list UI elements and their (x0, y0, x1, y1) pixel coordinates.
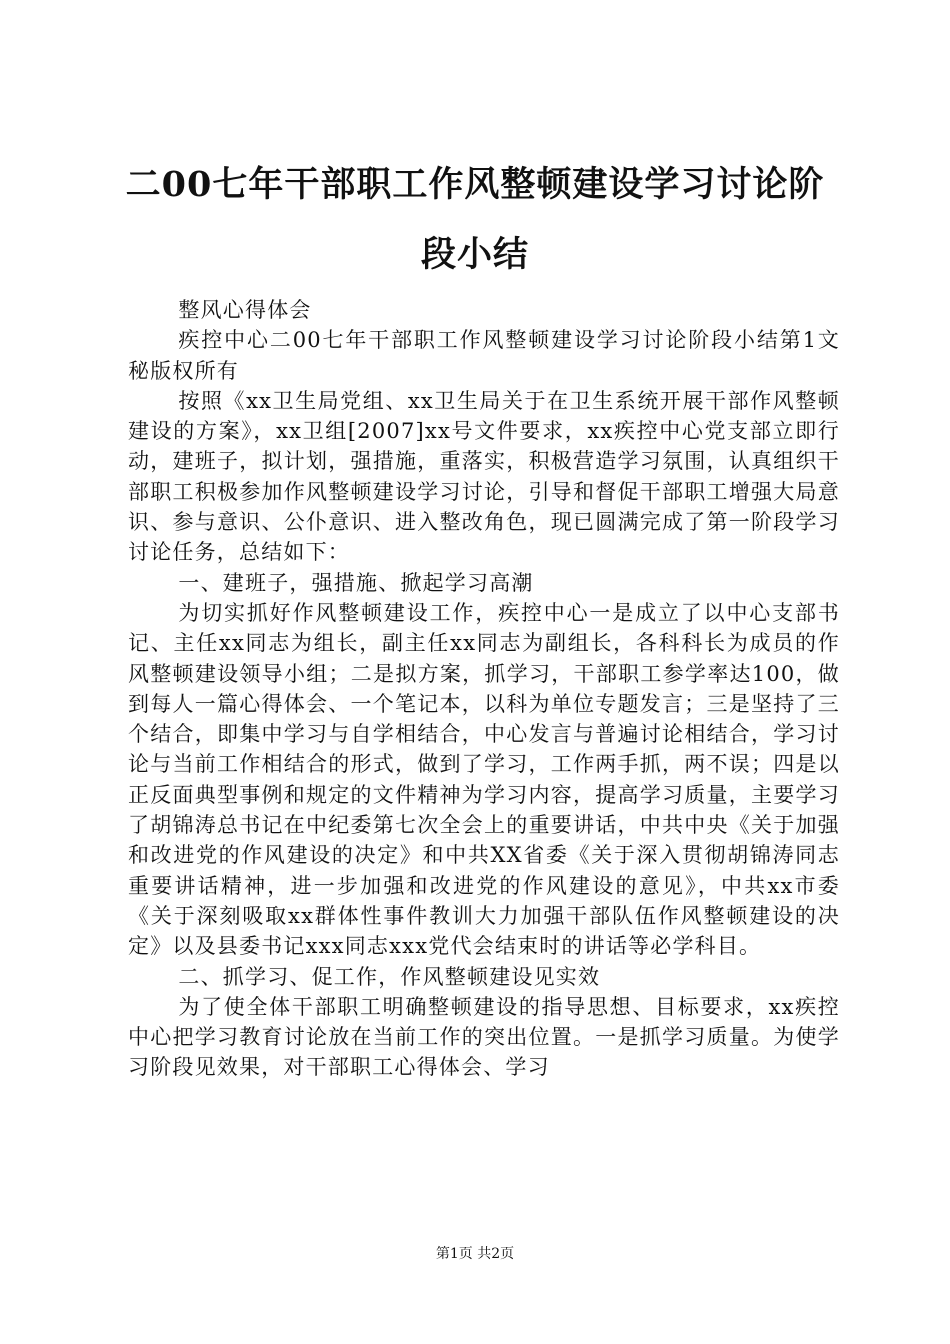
paragraph-intro: 按照《xx卫生局党组、xx卫生局关于在卫生系统开展干部作风整顿建设的方案》，xx卫组[2007]xx号文件要求，xx疾控中心党支部立即行动，建班子，拟计划，强措施，重落实，积极营造学习氛围，认真组织干部职工积极参加作风整顿建设学习讨论，引导和督促干部职工增强大局意识、参与意识、公仆意识、进入整改角色，现已圆满完成了第一阶段学习讨论任务，总结如下： (128, 388, 840, 565)
paragraph-subtitle: 疾控中心二00七年干部职工作风整顿建设学习讨论阶段小结第1文秘版权所有 (128, 328, 840, 383)
document-body (128, 295, 840, 1083)
section-heading-2: 二、抓学习、促工作，作风整顿建设见实效 (178, 964, 601, 989)
section-heading-1: 一、建班子，强措施、掀起学习高潮 (178, 570, 534, 595)
paragraph-heading-label: 整风心得体会 (178, 298, 312, 322)
page-number: 第1页 共2页 (435, 1246, 515, 1262)
paragraph-section-1: 为切实抓好作风整顿建设工作，疾控中心一是成立了以中心支部书记、主任xx同志为组长，副主任xx同志为副组长，各科科长为成员的作风整顿建设领导小组；二是拟方案，抓学习，干部职工参学率达100，做到每人一篇心得体会、一个笔记本，以科为单位专题发言；三是坚持了三个结合，即集中学习与自学相结合，中心发言与普遍讨论相结合，学习讨论与当前工作相结合的形式，做到了学习，工作两手抓，两不误；四是以正反面典型事例和规定的文件精神为学习内容，提高学习质量，主要学习了胡锦涛总书记在中纪委第七次全会上的重要讲话，中共中央《关于加强和改进党的作风建设的决定》和中共XX省委《关于深入贯彻胡锦涛同志重要讲话精神，进一步加强和改进党的作风建设的意见》，中共xx市委《关于深刻吸取xx群体性事件教训大力加强干部队伍作风整顿建设的决定》以及县委书记xxx同志xxx党代会结束时的讲话等必学科目。 (128, 600, 840, 959)
document-title: 二00七年干部职工作风整顿建设学习讨论阶段小结 (125, 164, 825, 275)
paragraph-section-2: 为了使全体干部职工明确整顿建设的指导思想、目标要求，xx疾控中心把学习教育讨论放在当前工作的突出位置。一是抓学习质量。为使学习阶段见效果，对干部职工心得体会、学习 (128, 994, 840, 1080)
